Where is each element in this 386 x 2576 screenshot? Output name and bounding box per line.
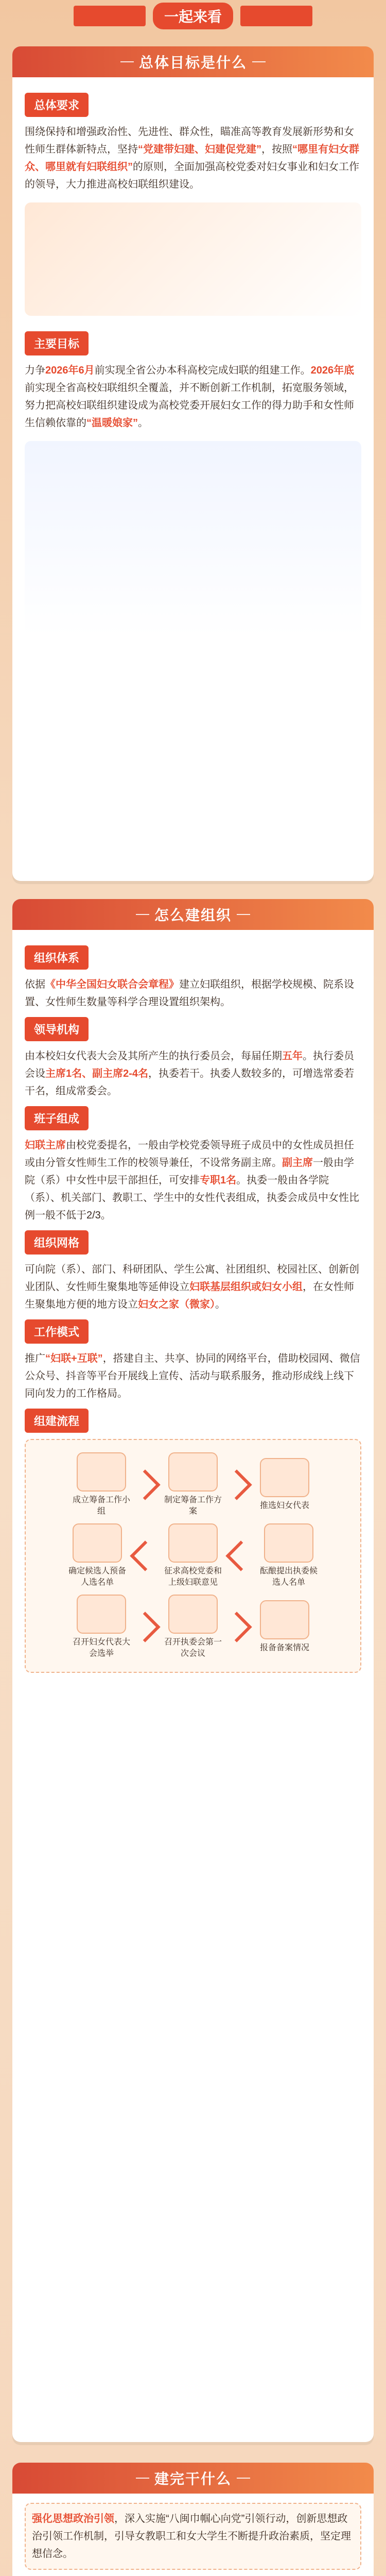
work-item-1: [25, 2503, 361, 2570]
process-step-9-label: 报备备案情况: [259, 1643, 309, 1652]
section-work-content: [12, 2494, 374, 2576]
banner-right-dash: [252, 61, 266, 62]
goals-illustration-campus: [25, 441, 361, 637]
section-build: [12, 899, 374, 2442]
section-work-title: 建完干什么: [154, 2471, 232, 2487]
process-step-4: [66, 1523, 128, 1588]
process-arrow-2: [221, 1469, 252, 1500]
work-item-1-text: [32, 2510, 354, 2563]
build-team-paragraph: [25, 1137, 361, 1224]
build-network-highlight-1: 妇联基层组织或妇女小组: [189, 1281, 303, 1293]
process-step-8-icon: [168, 1595, 218, 1634]
section-goals-content: [12, 77, 374, 649]
process-arrow-1: [130, 1469, 160, 1500]
goals-target-text-4: 。: [138, 417, 148, 429]
process-step-6-label: 酝酿提出执委候选人名单: [259, 1567, 318, 1587]
process-step-7-label: 召开妇女代表大会选举: [72, 1638, 130, 1658]
process-step-6: [258, 1523, 320, 1588]
build-structure-paragraph: [25, 976, 361, 1011]
process-step-2-label: 制定筹备工作方案: [164, 1496, 222, 1516]
build-subtitle-leadership: 领导机构: [25, 1017, 89, 1041]
process-arrow-6: [221, 1612, 252, 1642]
section-build-banner: [12, 899, 374, 930]
goals-targets-paragraph: [25, 362, 361, 432]
section-build-title: 怎么建组织: [154, 907, 232, 923]
goals-illustration-top: [25, 202, 361, 316]
process-step-7-icon: [77, 1595, 126, 1634]
build-team-text-2: 一般由学院（系）中女性中层干部担任，可安排: [25, 1157, 354, 1186]
build-subtitle-team: 班子组成: [25, 1106, 89, 1130]
process-step-5-icon: [168, 1523, 218, 1563]
title-left-decor: [74, 6, 146, 26]
build-structure-text-1: 依据: [25, 979, 45, 990]
build-mode-paragraph: [25, 1350, 361, 1402]
work-item-1-body: ，深入实施“八闽巾帼心向党”引领行动，创新思想政治引领工作机制，引导女教职工和女大学生不断提升政治素质，坚定理想信念。: [32, 2513, 351, 2560]
goals-target-highlight-1: 2026年6月: [45, 365, 95, 376]
page-title: 一起来看: [153, 3, 233, 29]
build-leadership-text-2: 。执行委员会设: [25, 1050, 354, 1079]
build-subtitle-mode: 工作模式: [25, 1319, 89, 1344]
build-subtitle-structure: 组织体系: [25, 945, 89, 970]
section-build-content: [12, 930, 374, 1685]
build-process-card: [25, 1439, 361, 1673]
process-step-1-label: 成立筹备工作小组: [72, 1496, 130, 1516]
process-step-4-icon: [73, 1523, 122, 1563]
process-step-1: [71, 1452, 132, 1517]
process-step-3: [254, 1458, 315, 1512]
process-arrow-4: [225, 1540, 256, 1571]
build-network-highlight-2: 妇女之家（微家）: [138, 1299, 215, 1310]
goals-req-text-3: 的原则，全面加强高校党委对妇女事业和妇女工作的领导，大力推进高校妇联组织建设。: [25, 161, 359, 190]
goals-target-text-2: 前实现全省公办本科高校完成妇联的组建工作。: [94, 365, 311, 376]
banner-right-dash: [237, 914, 250, 915]
process-step-4-label: 确定候选人预备人选名单: [68, 1567, 126, 1587]
build-network-paragraph: [25, 1261, 361, 1313]
process-step-1-icon: [77, 1452, 126, 1492]
process-step-9-icon: [260, 1600, 309, 1639]
section-goals-title: 总体目标是什么: [138, 55, 247, 71]
section-goals: [12, 46, 374, 881]
process-step-2: [162, 1452, 224, 1517]
build-network-text-2: ，在女性师生聚集地方便的地方设立: [25, 1281, 354, 1310]
build-team-highlight-3: 专职1名: [200, 1175, 237, 1186]
build-leadership-text-3: ，执委若干。执委人数较多的，可增选常委若干名，组成常委会。: [25, 1068, 355, 1097]
process-step-8: [162, 1595, 224, 1659]
process-step-8-label: 召开执委会第一次会议: [164, 1638, 222, 1658]
build-team-text-1: 由校党委提名，一般由学校党委领导班子成员中的女性成员担任或由分管女性师生工作的校领导兼任，不设常务副主席。: [25, 1140, 354, 1168]
section-goals-banner: [12, 46, 374, 77]
section-work: [12, 2463, 374, 2576]
banner-right-dash: [237, 2478, 250, 2479]
process-step-5: [162, 1523, 224, 1588]
goals-req-text-1: 围绕保持和增强政治性、先进性、群众性，瞄准高等教育发展新形势和女性师生群体新特点，坚持: [25, 126, 354, 155]
build-structure-text-2: 建立妇联组织，根据学校规模、院系设置、女性师生数量等科学合理设置组织架构。: [25, 979, 354, 1008]
goals-req-text-2: ，按照: [261, 144, 292, 155]
goals-req-highlight-1: “党建带妇建、妇建促党建”: [138, 144, 261, 155]
goals-target-highlight-2: 2026年底: [310, 365, 355, 376]
build-mode-text-2: ，搭建自主、共享、协同的网络平台，借助校园网、微信公众号、抖音等平台开展线上宣传、活动与联系服务，推动形成线上线下同向发力的工作格局。: [25, 1353, 360, 1399]
process-row-1: [32, 1452, 354, 1517]
top-title-bar: [0, 0, 386, 32]
goals-subtitle-requirements: 总体要求: [25, 93, 89, 117]
title-right-decor: [240, 6, 312, 26]
build-subtitle-process: 组建流程: [25, 1409, 89, 1433]
build-leadership-highlight-2: 主席1名、副主席2-4名: [45, 1068, 149, 1079]
process-step-3-icon: [260, 1458, 309, 1497]
process-step-2-icon: [168, 1452, 218, 1492]
goals-requirements-paragraph: [25, 123, 361, 193]
build-network-text-1: 可向院（系）、部门、科研团队、学生公寓、社团组织、校园社区、创新创业团队、女性师生聚集地等延伸设立: [25, 1264, 359, 1293]
build-leadership-highlight-1: 五年: [282, 1050, 303, 1062]
work-item-1-title: 强化思想政治引领: [32, 2513, 114, 2524]
process-step-7: [71, 1595, 132, 1659]
process-step-3-label: 推选妇女代表: [259, 1501, 309, 1510]
build-mode-text-1: 推广: [25, 1353, 45, 1364]
build-team-text-3: 。执委一般由各学院（系）、机关部门、教职工、学生中的女性代表组成，执委会成员中女性比例一般不低于2/3。: [25, 1175, 359, 1221]
goals-subtitle-targets: 主要目标: [25, 331, 89, 355]
process-arrow-3: [130, 1540, 160, 1571]
build-mode-highlight-1: “妇联+互联”: [45, 1353, 103, 1364]
build-team-highlight-1: 妇联主席: [25, 1140, 66, 1151]
process-step-9: [254, 1600, 315, 1654]
build-team-highlight-2: 副主席: [282, 1157, 313, 1168]
banner-left-dash: [120, 61, 134, 62]
process-row-3: [32, 1595, 354, 1659]
build-leadership-paragraph: [25, 1047, 361, 1100]
process-step-5-label: 征求高校党委和上级妇联意见: [164, 1567, 222, 1587]
process-arrow-5: [130, 1612, 160, 1642]
build-structure-highlight-1: 《中华全国妇女联合会章程》: [45, 979, 179, 990]
goals-target-highlight-3: “温暖娘家”: [86, 417, 138, 429]
goals-target-text-3: 前实现全省高校妇联组织全覆盖，并不断创新工作机制，拓宽服务领域，努力把高校妇联组织建设成为高校党委开展妇女工作的得力助手和女性师生信赖依靠的: [25, 382, 354, 429]
goals-target-text-1: 力争: [25, 365, 45, 376]
process-step-6-icon: [264, 1523, 313, 1563]
build-leadership-text-1: 由本校妇女代表大会及其所产生的执行委员会，每届任期: [25, 1050, 282, 1062]
process-row-2: [32, 1523, 354, 1588]
section-work-banner: [12, 2463, 374, 2494]
banner-left-dash: [136, 914, 149, 915]
build-network-text-3: 。: [215, 1299, 225, 1310]
build-subtitle-network: 组织网格: [25, 1230, 89, 1255]
banner-left-dash: [136, 2478, 149, 2479]
goals-req-highlight-2: “哪里有妇女群众、哪里就有妇联组织”: [25, 144, 359, 173]
